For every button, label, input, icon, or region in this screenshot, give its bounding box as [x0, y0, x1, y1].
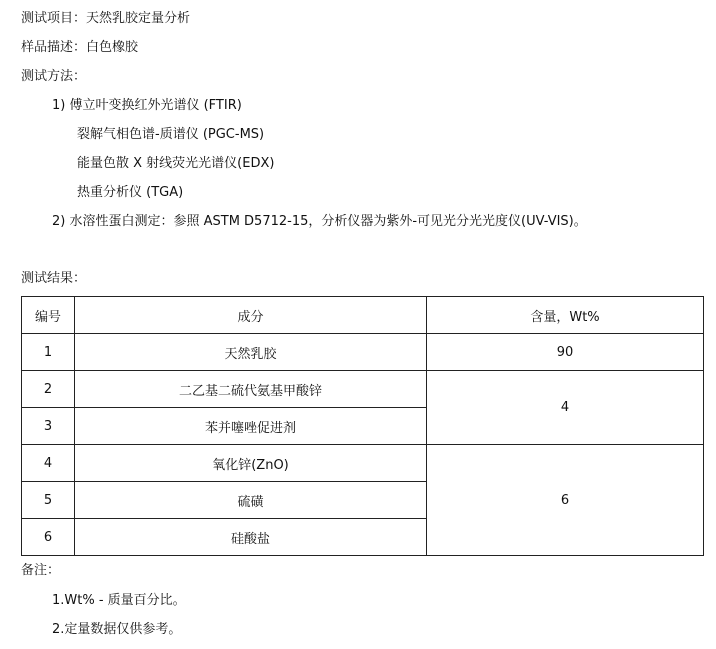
table-row [22, 445, 704, 482]
results-table [21, 296, 704, 556]
test-item-line: 测试项目：天然乳胶定量分析 [21, 11, 191, 26]
table-row [22, 371, 704, 408]
sample-description-line: 样品描述：白色橡胶 [21, 40, 139, 55]
row-no: 3 [22, 408, 75, 445]
row-no: 5 [22, 482, 75, 519]
row-component: 硅酸盐 [75, 519, 427, 556]
method-tga: 热重分析仪 (TGA) [77, 185, 184, 200]
row-no: 6 [22, 519, 75, 556]
table-header-row [22, 297, 704, 334]
header-no: 编号 [22, 297, 75, 334]
note-item: 1.Wt% - 质量百分比。 [52, 593, 186, 608]
note-item: 2.定量数据仅供参考。 [52, 622, 182, 637]
row-content: 6 [427, 445, 704, 556]
row-component: 苯并噻唑促进剂 [75, 408, 427, 445]
method-ftir: 1) 傅立叶变换红外光谱仪 (FTIR) [52, 98, 242, 113]
row-component: 氧化锌(ZnO) [75, 445, 427, 482]
row-no: 2 [22, 371, 75, 408]
test-method-label: 测试方法： [21, 69, 87, 84]
method-pgc-ms: 裂解气相色谱-质谱仪 (PGC-MS) [77, 127, 265, 142]
table-row [22, 334, 704, 371]
notes-label: 备注： [21, 563, 61, 578]
header-content: 含量，Wt% [427, 297, 704, 334]
row-no: 1 [22, 334, 75, 371]
row-component: 硫磺 [75, 482, 427, 519]
method-protein: 2) 水溶性蛋白测定：参照 ASTM D5712-15，分析仪器为紫外-可见光分光光度仪(UV-VIS)。 [52, 214, 587, 229]
row-component: 二乙基二硫代氨基甲酸锌 [75, 371, 427, 408]
row-no: 4 [22, 445, 75, 482]
row-component: 天然乳胶 [75, 334, 427, 371]
row-content: 90 [427, 334, 704, 371]
row-content: 4 [427, 371, 704, 445]
header-component: 成分 [75, 297, 427, 334]
method-edx: 能量色散 X 射线荧光光谱仪(EDX) [77, 156, 275, 171]
test-results-label: 测试结果： [21, 271, 87, 286]
